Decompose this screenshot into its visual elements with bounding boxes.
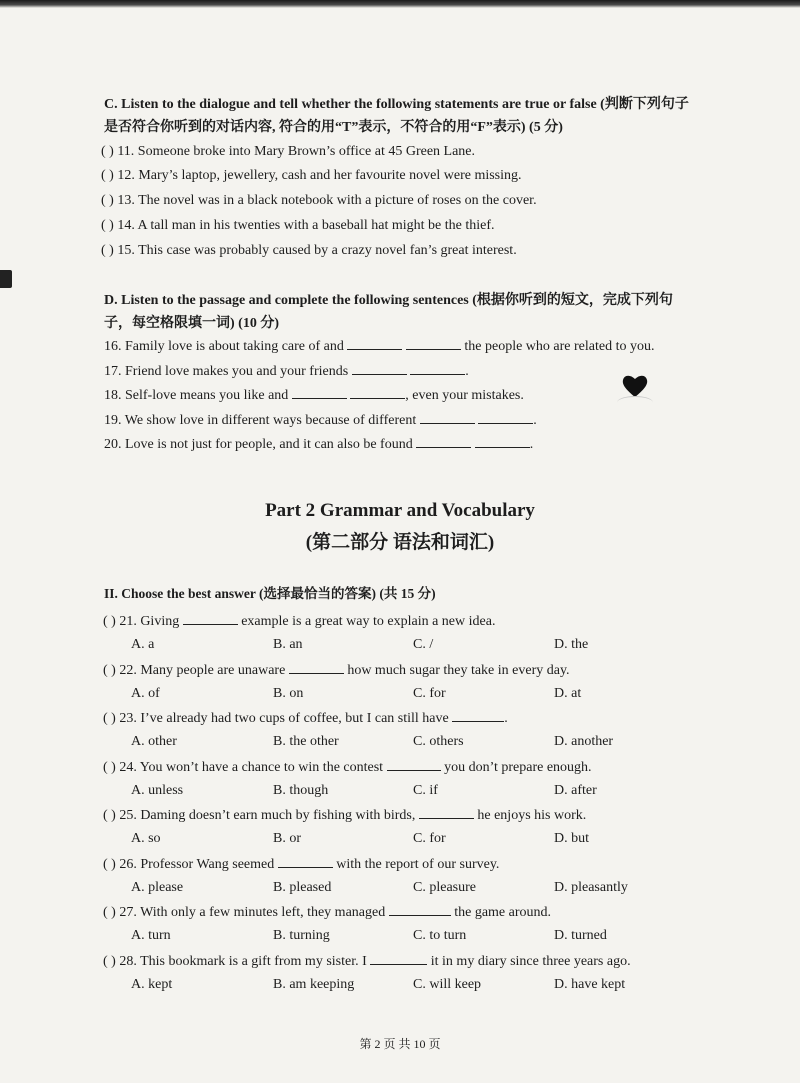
question-stem-end: you don’t prepare enough. [444,760,592,775]
option-a[interactable]: A. turn [131,928,171,943]
binding-mark [0,270,12,288]
part2-title: Part 2 Grammar and Vocabulary [265,500,535,521]
blank-16b[interactable] [406,337,461,350]
option-c[interactable]: C. pleasure [413,880,476,895]
answer-blank[interactable] [452,709,504,722]
question-stem-end: he enjoys his work. [477,808,587,823]
section-c-heading-1: C. Listen to the dialogue and tell whether the following statements are true or false (判断下列句子 [104,97,689,112]
answer-blank[interactable] [289,661,344,674]
sentence-20 [104,435,533,454]
question-stem-end: how much sugar they take in every day. [347,663,570,678]
option-c[interactable]: C. will keep [413,977,482,992]
option-b[interactable]: B. pleased [273,880,332,895]
sentence-16-end: the people who are related to you. [464,339,655,354]
option-c[interactable]: C. others [413,734,464,749]
option-c[interactable]: C. for [413,686,446,701]
part2-subtitle: (第二部分 语法和词汇) [305,532,495,553]
option-d[interactable]: D. at [554,686,582,701]
answer-blank[interactable] [387,758,441,771]
sentence-17 [104,362,469,381]
option-c[interactable]: C. if [413,783,438,798]
question-stem-end: the game around. [454,905,552,920]
question-stem-end: . [504,711,508,726]
sentence-18-text: 18. Self-love means you like and [104,388,289,403]
question-stem: ( ) 26. Professor Wang seemed [103,857,275,872]
question-stem: ( ) 23. I’ve already had two cups of coffee, but I can still have [103,711,449,726]
option-a[interactable]: A. unless [131,783,184,798]
blank-17a[interactable] [352,362,407,375]
sentence-19 [104,411,537,430]
question-stem: ( ) 25. Daming doesn’t earn much by fishing with birds, [103,808,416,823]
question-26 [103,855,499,874]
question-21 [103,612,495,631]
option-b[interactable]: B. the other [273,734,339,749]
option-a[interactable]: A. please [131,880,184,895]
sentence-16 [104,337,654,356]
option-a[interactable]: A. of [131,686,160,701]
section-d-heading-2: 子，每空格限填一词) (10 分) [104,316,279,331]
question-stem: ( ) 24. You won’t have a chance to win the contest [103,760,384,775]
sentence-19-end: . [533,413,537,428]
statement-14: ( ) 14. A tall man in his twenties with a baseball hat might be the thief. [101,218,495,233]
question-27 [103,903,551,922]
question-23 [103,709,508,728]
blank-19a[interactable] [420,411,475,424]
sentence-18 [104,386,524,405]
blank-19b[interactable] [478,411,533,424]
sentence-17-end: . [465,364,469,379]
blank-18b[interactable] [350,386,405,399]
question-22 [103,661,570,680]
statement-13: ( ) 13. The novel was in a black notebook with a picture of roses on the cover. [101,193,537,208]
question-stem: ( ) 28. This bookmark is a gift from my sister. I [103,954,367,969]
option-d[interactable]: D. have kept [554,977,626,992]
question-25 [103,806,586,825]
statement-11: ( ) 11. Someone broke into Mary Brown’s office at 45 Green Lane. [101,144,476,159]
heart-shadow [617,396,653,409]
option-b[interactable]: B. turning [273,928,330,943]
option-c[interactable]: C. for [413,831,446,846]
option-d[interactable]: D. the [554,637,589,652]
section-ii-heading: II. Choose the best answer (选择最恰当的答案) (共 15 分) [104,586,436,601]
question-stem-end: example is a great way to explain a new idea. [241,614,496,629]
statement-15: ( ) 15. This case was probably caused by a crazy novel fan’s great interest. [101,243,517,258]
question-stem-end: with the report of our survey. [336,857,500,872]
answer-blank[interactable] [389,903,451,916]
statement-12: ( ) 12. Mary’s laptop, jewellery, cash and her favourite novel were missing. [101,168,522,183]
option-d[interactable]: D. another [554,734,614,749]
option-a[interactable]: A. a [131,637,155,652]
option-b[interactable]: B. or [273,831,301,846]
option-b[interactable]: B. am keeping [273,977,355,992]
answer-blank[interactable] [278,855,333,868]
option-a[interactable]: A. other [131,734,177,749]
sentence-20-text: 20. Love is not just for people, and it can also be found [104,437,413,452]
answer-blank[interactable] [183,612,238,625]
section-c-heading-2: 是否符合你听到的对话内容, 符合的用“T”表示，不符合的用“F”表示) (5 分) [104,120,563,135]
page-footer: 第 2 页 共 10 页 [359,1037,441,1051]
option-a[interactable]: A. so [131,831,161,846]
sentence-16-text: 16. Family love is about taking care of and [104,339,344,354]
scan-top-edge [0,0,800,8]
question-24 [103,758,592,777]
option-b[interactable]: B. an [273,637,303,652]
answer-blank[interactable] [419,806,474,819]
blank-16a[interactable] [347,337,402,350]
option-c[interactable]: C. to turn [413,928,467,943]
option-a[interactable]: A. kept [131,977,173,992]
question-28 [103,952,631,971]
question-stem: ( ) 22. Many people are unaware [103,663,286,678]
option-c[interactable]: C. / [413,637,434,652]
sentence-19-text: 19. We show love in different ways because of different [104,413,417,428]
blank-20b[interactable] [475,435,530,448]
option-b[interactable]: B. on [273,686,304,701]
question-stem: ( ) 27. With only a few minutes left, they managed [103,905,386,920]
sentence-18-end: , even your mistakes. [405,388,524,403]
sentence-17-text: 17. Friend love makes you and your friends [104,364,349,379]
option-d[interactable]: D. pleasantly [554,880,628,895]
sentence-20-end: . [529,437,534,452]
question-stem: ( ) 21. Giving [103,614,180,629]
blank-18a[interactable] [292,386,347,399]
option-b[interactable]: B. though [273,783,329,798]
option-d[interactable]: D. after [554,783,597,798]
option-d[interactable]: D. turned [554,928,607,943]
option-d[interactable]: D. but [554,831,589,846]
blank-20a[interactable] [416,435,471,448]
question-stem-end: it in my diary since three years ago. [430,954,631,969]
answer-blank[interactable] [370,952,427,965]
section-d-heading-1: D. Listen to the passage and complete the following sentences (根据你听到的短文，完成下列句 [104,293,673,308]
blank-17b[interactable] [410,362,465,375]
